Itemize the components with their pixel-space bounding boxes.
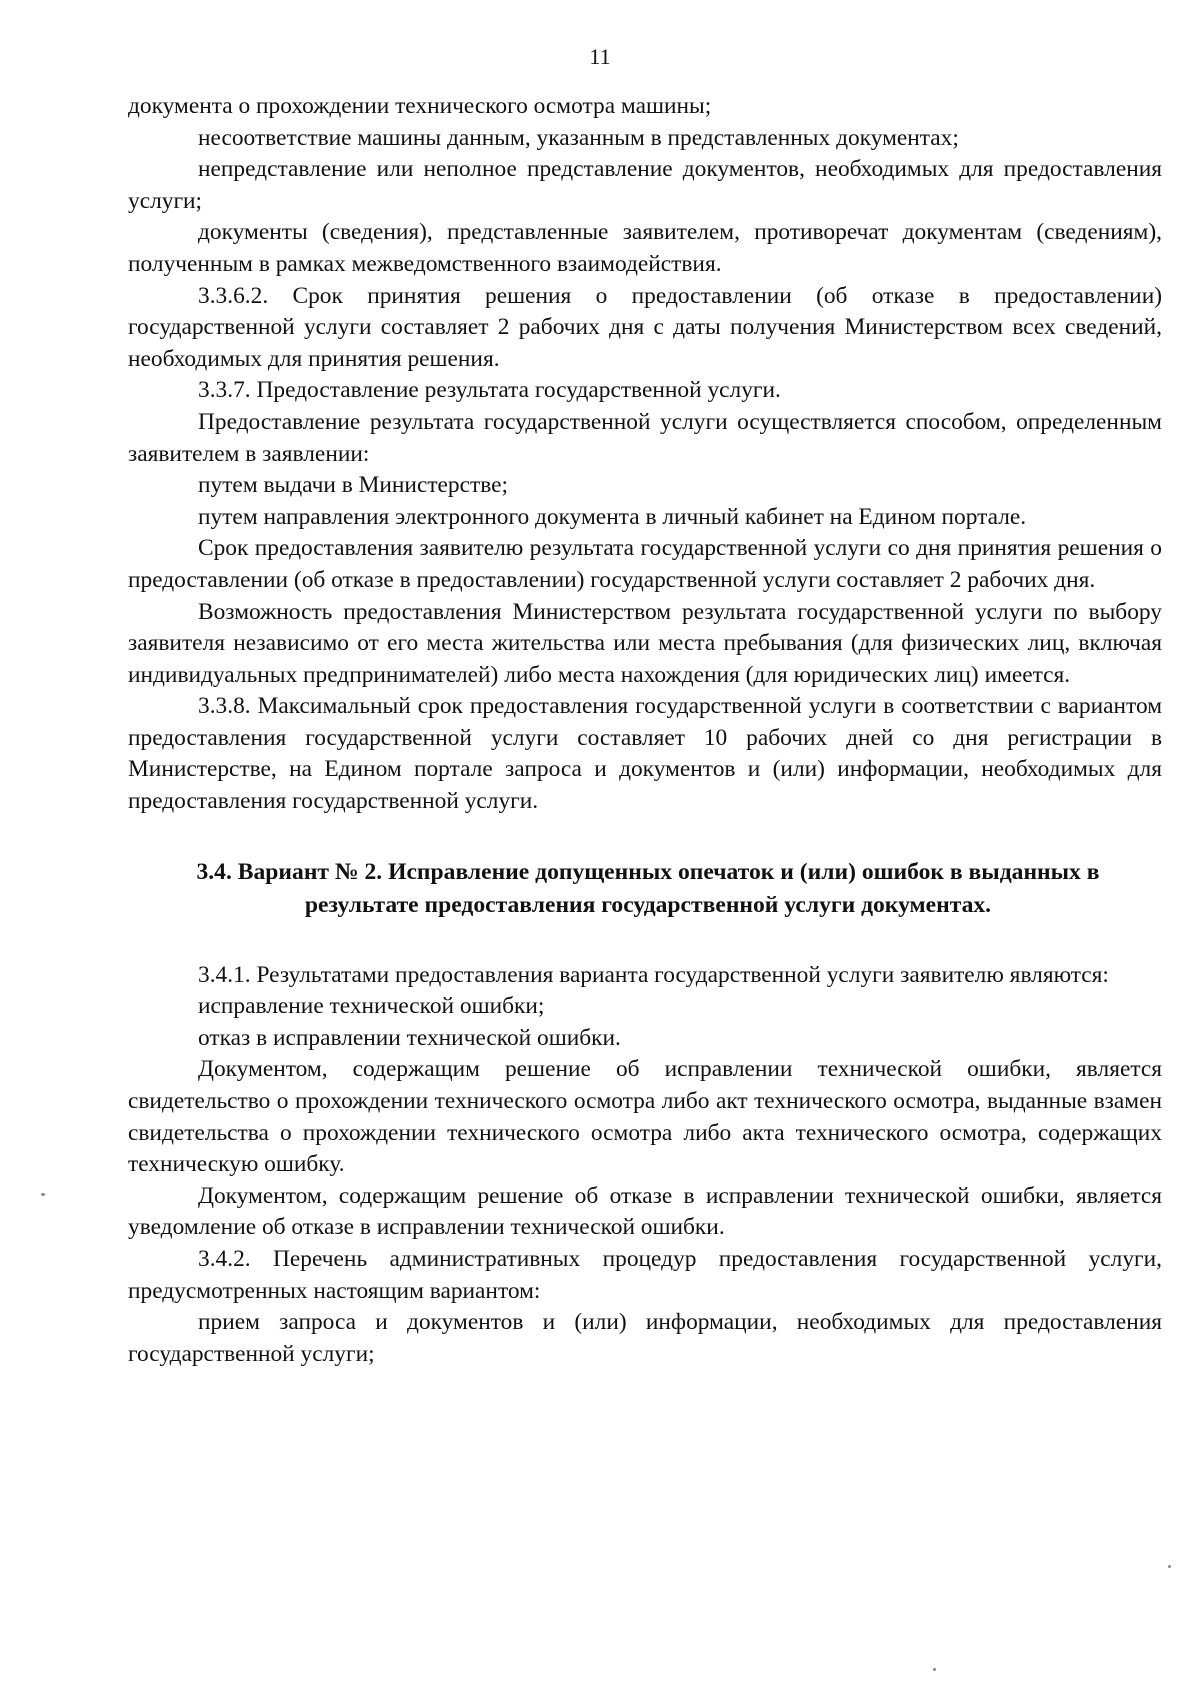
paragraph: исправление технической ошибки;	[198, 993, 545, 1020]
paragraph: путем направления электронного документа в личный кабинет на Едином портале.	[198, 503, 1027, 530]
paragraph: документы (сведения), представленные заявителем, противоречат документам (сведениям), полученным в рамках межведомственного взаимодействия.	[128, 219, 1162, 277]
paragraph: 3.3.8. Максимальный срок предоставления государственной услуги в соответствии с вариантом предоставления государственной услуги составляет 10 рабочих дней со дня регистрации в Министерстве, на Едином портале запроса и документов и (или) информации, необходимых для предоставления государственной услуги.	[128, 693, 1162, 815]
paragraph: Документом, содержащим решение об исправлении технической ошибки, является свидетельство о прохождении технического осмотра либо акт технического осмотра, выданные взамен свидетельства о прохождении технического осмотра либо акта технического осмотра, содержащих техническую ошибку.	[128, 1056, 1162, 1178]
paragraph: 3.4.2. Перечень административных процедур предоставления государственной услуги, предусмотренных настоящим вариантом:	[128, 1246, 1162, 1304]
paragraph: путем выдачи в Министерстве;	[198, 472, 509, 499]
paragraph: 3.3.6.2. Срок принятия решения о предоставлении (об отказе в предоставлении) государственной услуги составляет 2 рабочих дня с даты получения Министерством всех сведений, необходимых для принятия решения.	[128, 282, 1162, 372]
section-heading: 3.4. Вариант № 2. Исправление допущенных опечаток и (или) ошибок в выданных в результате предоставления государственной услуги документах.	[196, 858, 1100, 918]
paragraph-continuation: документа о прохождении технического осмотра машины;	[128, 93, 712, 119]
scan-speck	[41, 1193, 45, 1196]
paragraph: Документом, содержащим решение об отказе в исправлении технической ошибки, является уведомление об отказе в исправлении технической ошибки.	[128, 1182, 1162, 1241]
scan-speck	[1168, 1565, 1171, 1568]
paragraph: Возможность предоставления Министерством результата государственной услуги по выбору заявителя независимо от его места жительства или места пребывания (для физических лиц, включая индивидуальных предпринимателей) либо места нахождения (для юридических лиц) имеется.	[128, 598, 1162, 688]
paragraph: отказ в исправлении технической ошибки.	[198, 1024, 621, 1051]
document-body	[128, 91, 1162, 1370]
paragraph: 3.4.1. Результатами предоставления варианта государственной услуги заявителю являются:	[198, 961, 1109, 988]
paragraph: Предоставление результата государственной услуги осуществляется способом, определенным заявителем в заявлении:	[128, 408, 1162, 467]
paragraph: несоответствие машины данным, указанным в представленных документах;	[198, 124, 959, 151]
paragraph: 3.3.7. Предоставление результата государственной услуги.	[198, 377, 781, 404]
page-number: 11	[589, 44, 611, 69]
paragraph: Срок предоставления заявителю результата государственной услуги со дня принятия решения о предоставлении (об отказе в предоставлении) государственной услуги составляет 2 рабочих дня.	[128, 535, 1162, 593]
scan-speck	[933, 1668, 936, 1671]
paragraph: прием запроса и документов и (или) информации, необходимых для предоставления государственной услуги;	[128, 1309, 1162, 1367]
paragraph: непредставление или неполное представление документов, необходимых для предоставления услуги;	[128, 156, 1162, 214]
